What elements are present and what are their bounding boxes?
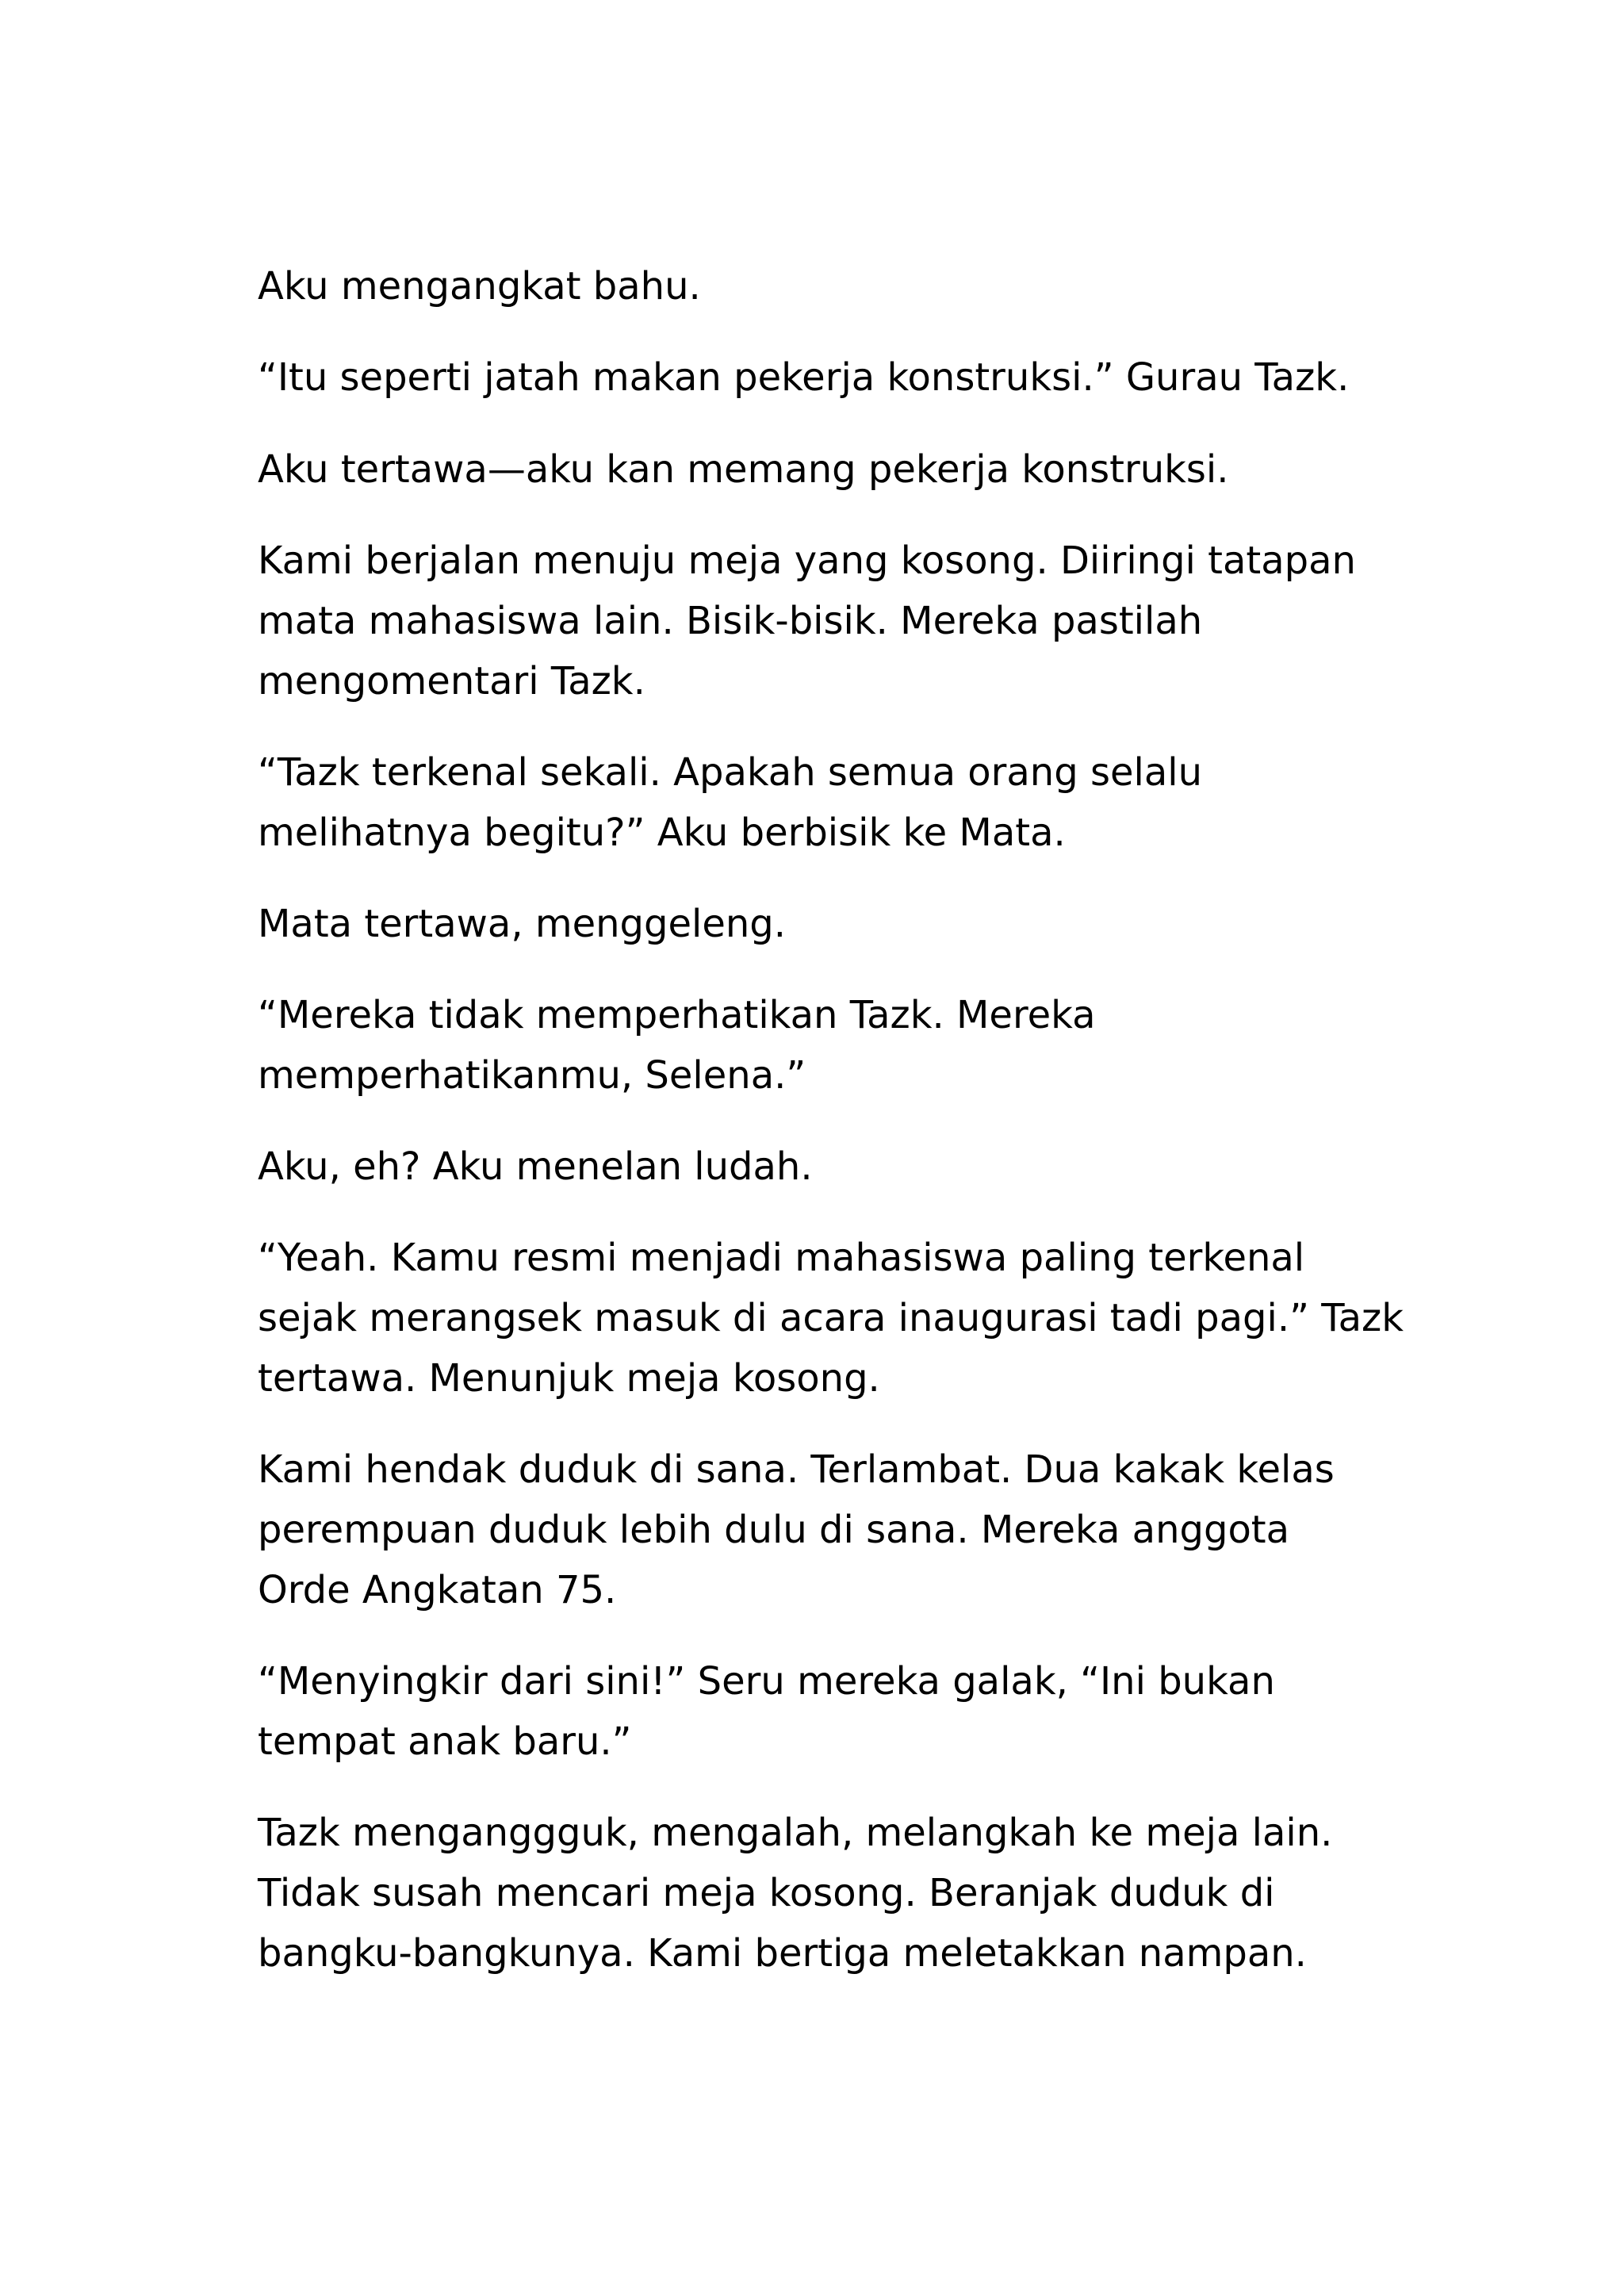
paragraph — [258, 439, 1384, 500]
paragraph — [258, 1137, 1384, 1197]
paragraph — [258, 985, 1384, 1106]
text-line: Tidak susah mencari meja kosong. Beranjak duduk di — [258, 1871, 1275, 1915]
text-line: melihatnya begitu?” Aku berbisik ke Mata. — [258, 811, 1066, 855]
text-line: “Itu seperti jatah makan pekerja konstruksi.” Gurau Tazk. — [258, 355, 1350, 400]
paragraph — [258, 256, 1384, 316]
text-line: Mata tertawa, menggeleng. — [258, 902, 787, 946]
text-line: perempuan duduk lebih dulu di sana. Mereka anggota — [258, 1508, 1290, 1552]
text-line: “Yeah. Kamu resmi menjadi mahasiswa paling terkenal — [258, 1236, 1305, 1280]
paragraph — [258, 742, 1384, 863]
text-line: sejak merangsek masuk di acara inaugurasi tadi pagi.” Tazk — [258, 1296, 1404, 1340]
text-line: Aku mengangkat bahu. — [258, 264, 701, 309]
text-line: “Menyingkir dari sini!” Seru mereka galak, “Ini bukan — [258, 1659, 1275, 1704]
paragraph — [258, 531, 1384, 711]
paragraph — [258, 347, 1384, 408]
paragraph — [258, 1651, 1384, 1772]
text-line: Orde Angkatan 75. — [258, 1568, 617, 1612]
text-line: mengomentari Tazk. — [258, 659, 645, 703]
text-line: Kami berjalan menuju meja yang kosong. Diiringi tatapan — [258, 539, 1356, 583]
paragraph — [258, 1439, 1384, 1620]
text-line: Aku, eh? Aku menelan ludah. — [258, 1144, 813, 1189]
text-line: Kami hendak duduk di sana. Terlambat. Dua kakak kelas — [258, 1447, 1335, 1492]
text-line: mata mahasiswa lain. Bisik-bisik. Mereka pastilah — [258, 599, 1203, 643]
text-line: tempat anak baru.” — [258, 1719, 632, 1764]
text-line: “Mereka tidak memperhatikan Tazk. Mereka — [258, 993, 1096, 1037]
text-line: “Tazk terkenal sekali. Apakah semua orang selalu — [258, 750, 1202, 795]
paragraph — [258, 1803, 1384, 1984]
text-line: Aku tertawa—aku kan memang pekerja konstruksi. — [258, 447, 1229, 492]
text-line: tertawa. Menunjuk meja kosong. — [258, 1356, 880, 1401]
text-line: bangku-bangkunya. Kami bertiga meletakkan nampan. — [258, 1931, 1307, 1976]
paragraph — [258, 894, 1384, 954]
paragraph — [258, 1228, 1404, 1409]
text-line: memperhatikanmu, Selena.” — [258, 1053, 806, 1098]
text-line: Tazk menganggguk, mengalah, melangkah ke meja lain. — [258, 1811, 1333, 1855]
